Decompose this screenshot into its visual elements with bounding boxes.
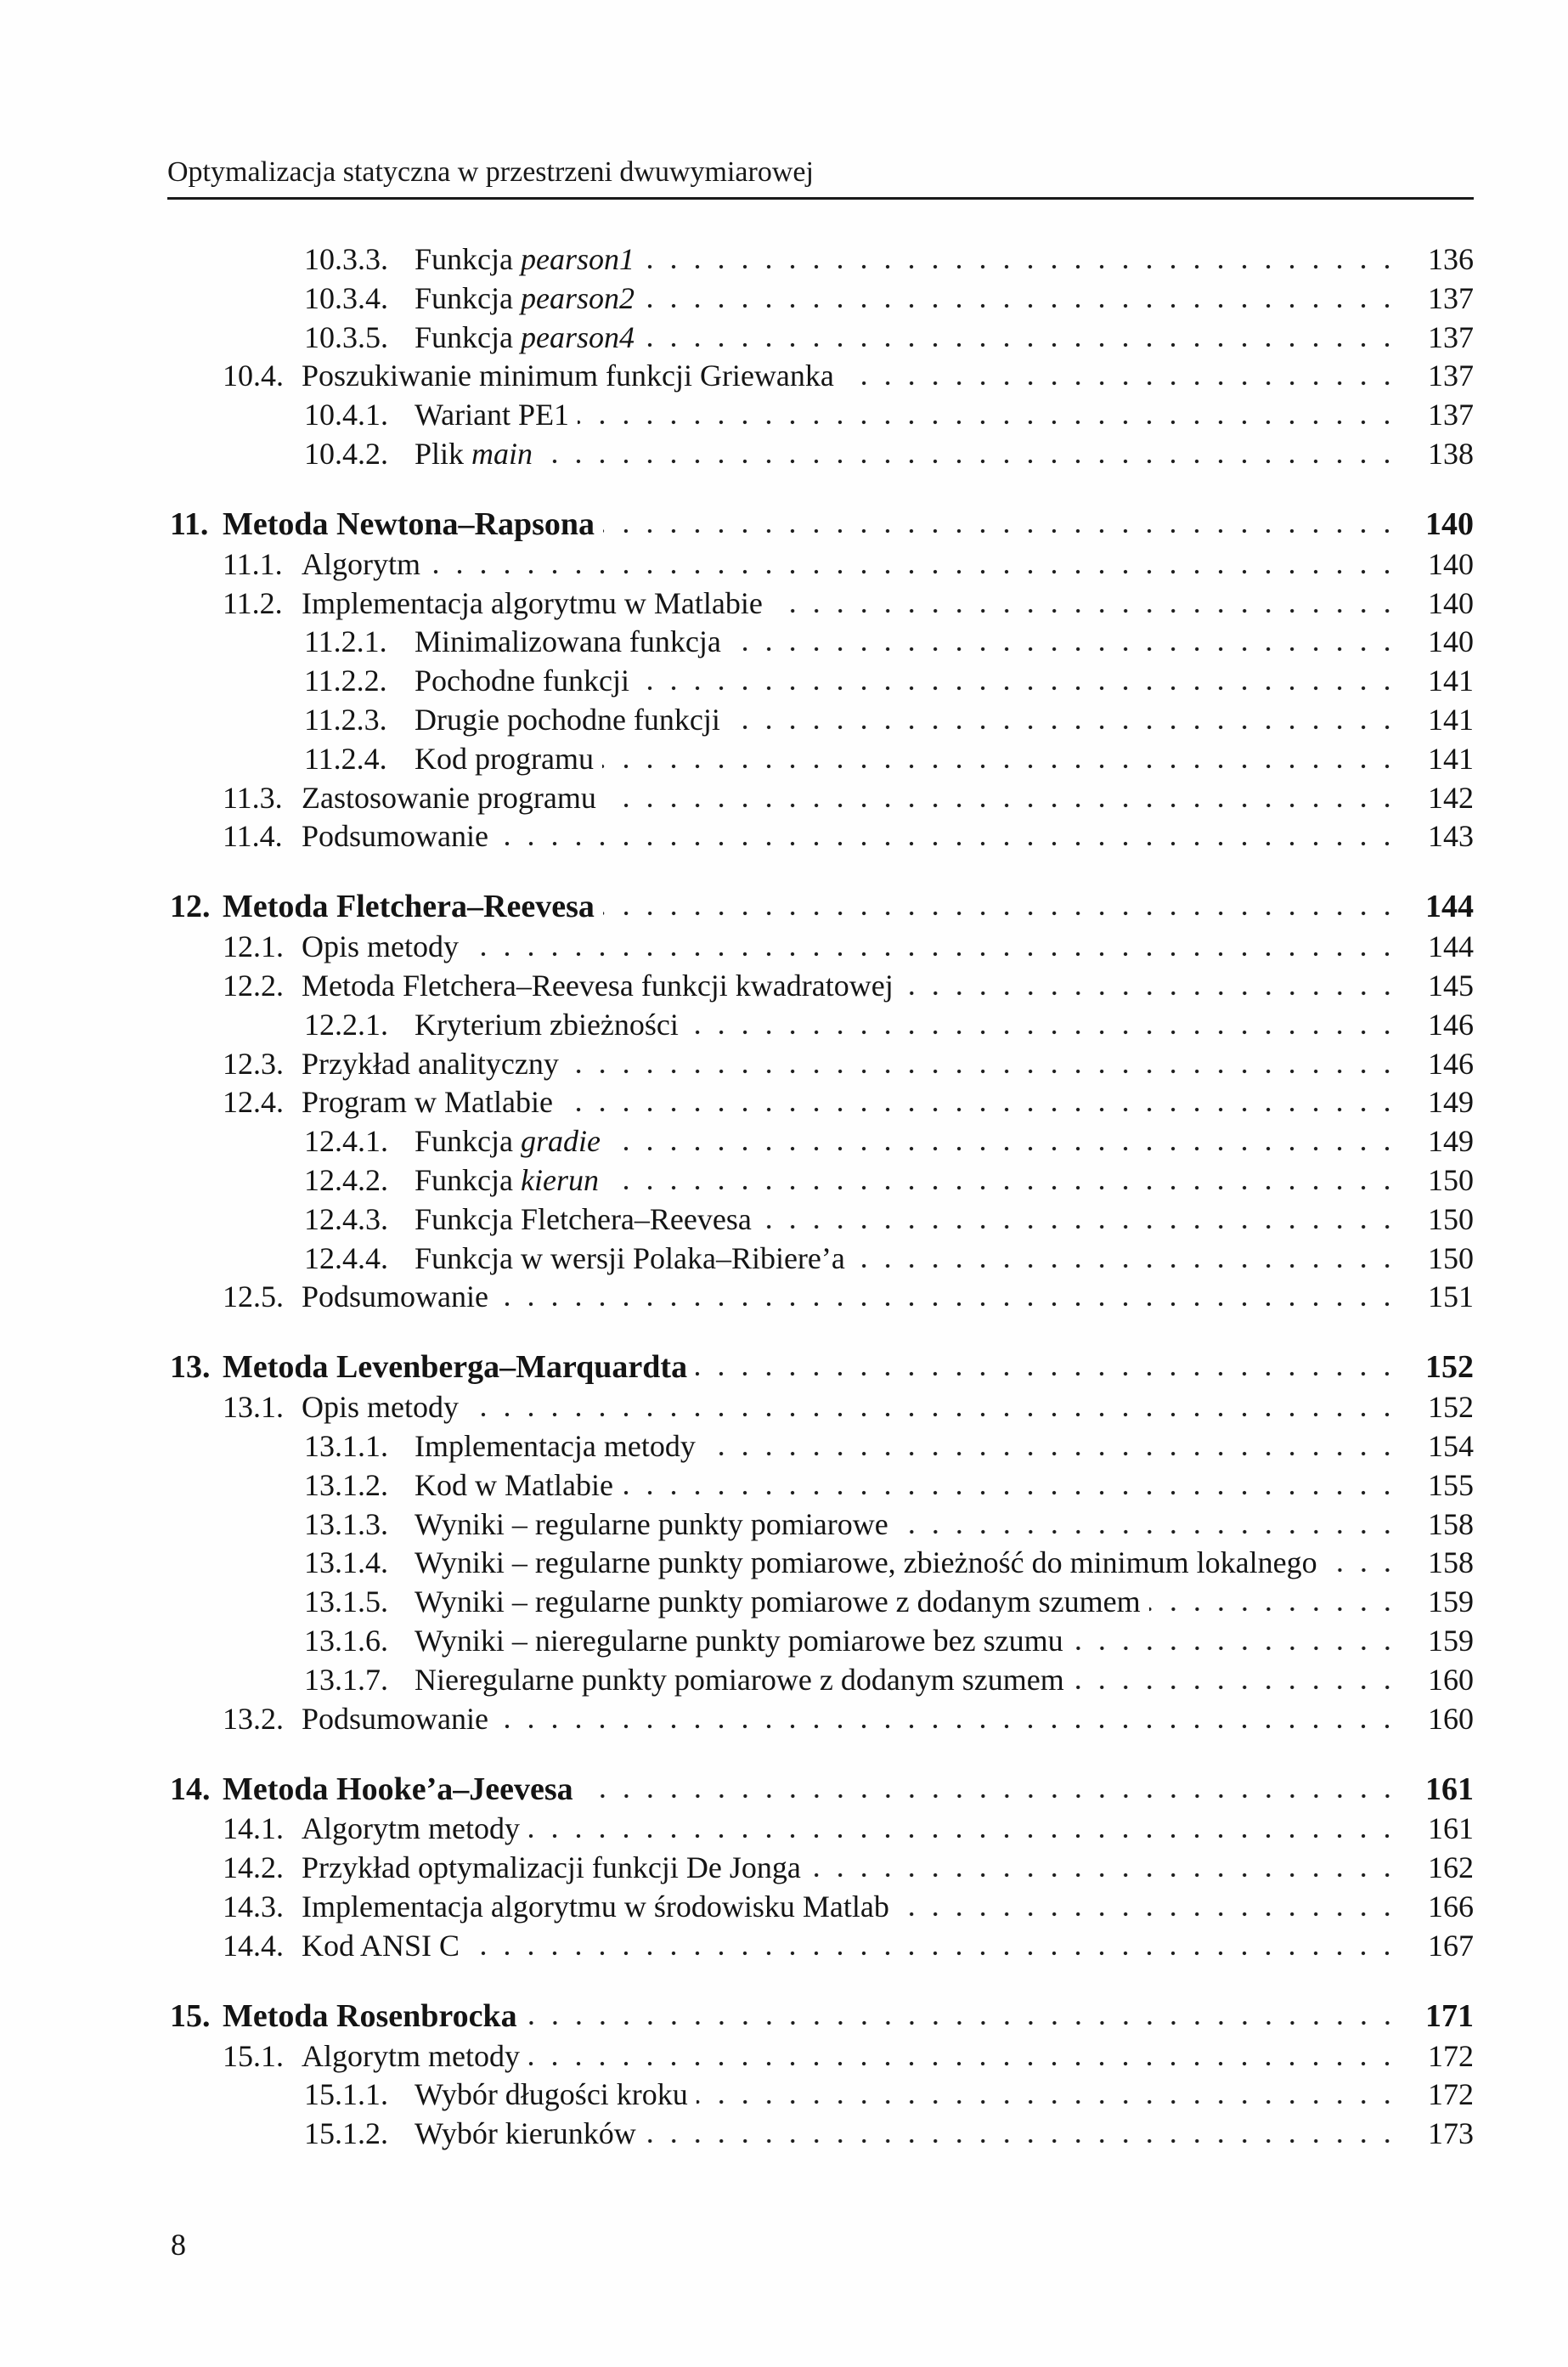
entry-page-number: 155: [1428, 1467, 1474, 1502]
entry-page-number: 149: [1428, 1085, 1474, 1120]
entry-title: [302, 585, 763, 621]
entry-number: 13.: [170, 1349, 211, 1386]
entry-title-text: Implementacja algorytmu w środowisku Matlab: [302, 1890, 889, 1924]
entry-title: [415, 1467, 613, 1503]
entry-title-text: Algorytm: [302, 546, 420, 581]
dot-leader: [603, 527, 1399, 535]
entry-number: 13.1.5.: [304, 1585, 388, 1619]
toc-entry: [304, 1240, 1474, 1278]
entry-title: [415, 241, 635, 277]
entry-number: 12.2.: [223, 969, 284, 1003]
entry-title-text: Implementacja metody: [415, 1429, 696, 1463]
entry-title-text: Metoda Rosenbrocka: [223, 1997, 517, 2034]
dot-leader: [467, 1410, 1399, 1419]
dot-leader: [607, 1184, 1399, 1192]
entry-title: [302, 1046, 559, 1082]
entry-number: 10.4.1.: [304, 398, 388, 432]
dot-leader: [582, 1792, 1399, 1800]
entry-number: 13.1.4.: [304, 1545, 388, 1580]
toc-entry: [304, 1545, 1474, 1582]
entry-title-italic: pearson2: [520, 280, 635, 315]
entry-page-number: 167: [1428, 1928, 1474, 1963]
entry-title: [415, 741, 594, 777]
entry-number: 11.2.4.: [304, 741, 387, 776]
entry-number: 13.1.3.: [304, 1506, 388, 1541]
entry-title: [415, 2116, 636, 2151]
dot-leader: [578, 418, 1399, 427]
toc-chapter-entry: [170, 1771, 1474, 1808]
entry-number: 11.3.: [223, 780, 283, 815]
toc-entry: [304, 1623, 1474, 1660]
toc-entry: [223, 1046, 1474, 1083]
entry-title: [302, 1084, 553, 1120]
toc-entry: [304, 2076, 1474, 2114]
entry-title-text: Wyniki – regularne punkty pomiarowe, zbieżność do minimum lokalnego: [415, 1545, 1317, 1580]
toc-entry: [304, 397, 1474, 434]
entry-title: [223, 1771, 573, 1808]
entry-title-text: Algorytm metody: [302, 1811, 520, 1846]
entry-page-number: 146: [1428, 1046, 1474, 1081]
entry-number: 12.4.: [223, 1085, 284, 1120]
entry-title: [302, 358, 834, 393]
dot-leader: [643, 302, 1399, 310]
entry-page-number: 158: [1428, 1506, 1474, 1541]
toc-chapter-entry: [170, 1997, 1474, 2035]
entry-title-text: Przykład analityczny: [302, 1046, 559, 1081]
entry-page-number: 151: [1428, 1280, 1474, 1314]
toc-entry: [304, 1467, 1474, 1505]
entry-page-number: 161: [1425, 1771, 1474, 1807]
dot-leader: [854, 1262, 1399, 1270]
entry-title-text: Zastosowanie programu: [302, 780, 596, 815]
entry-title: [415, 397, 569, 432]
toc-entry: [304, 1584, 1474, 1621]
toc-entry: [223, 1701, 1474, 1738]
entry-title-text: Opis metody: [302, 929, 459, 964]
dot-leader: [1149, 1605, 1399, 1613]
entry-page-number: 149: [1428, 1124, 1474, 1159]
entry-title: [415, 319, 635, 355]
dot-leader: [541, 457, 1399, 466]
toc-chapter-entry: [170, 1348, 1474, 1386]
entry-title: [415, 1506, 888, 1542]
entry-number: 11.2.2.: [304, 664, 387, 698]
dot-leader: [638, 684, 1399, 692]
entry-page-number: 166: [1428, 1890, 1474, 1924]
toc-entry: [304, 624, 1474, 661]
entry-number: 12.2.1.: [304, 1007, 388, 1042]
toc-entry: [223, 929, 1474, 966]
entry-number: 12.5.: [223, 1280, 284, 1314]
dot-leader: [567, 1067, 1399, 1076]
entry-title-text: Kryterium zbieżności: [415, 1007, 679, 1042]
entry-title-italic: main: [471, 437, 533, 471]
toc-entry: [304, 1506, 1474, 1544]
dot-leader: [897, 1528, 1399, 1536]
entry-title: [302, 968, 894, 1003]
entry-number: 13.1.7.: [304, 1662, 388, 1697]
entry-title-text: Funkcja: [415, 319, 521, 354]
entry-page-number: 137: [1428, 280, 1474, 315]
entry-title: [302, 1889, 889, 1924]
toc-entry: [223, 1811, 1474, 1848]
dot-leader: [467, 950, 1399, 958]
entry-title: [415, 1007, 679, 1042]
entry-number: 10.3.4.: [304, 280, 388, 315]
dot-leader: [497, 1722, 1399, 1731]
entry-title: [415, 1123, 601, 1159]
entry-title-text: Podsumowanie: [302, 1280, 488, 1314]
entry-title-text: Pochodne funkcji: [415, 664, 629, 698]
toc-entry: [304, 1162, 1474, 1200]
entry-page-number: 173: [1428, 2116, 1474, 2151]
entry-title-text: Metoda Hooke’a–Jeevesa: [223, 1771, 573, 1807]
dot-leader: [696, 1370, 1399, 1378]
entry-page-number: 140: [1425, 506, 1474, 542]
entry-title-text: Funkcja w wersji Polaka–Ribiere’a: [415, 1240, 845, 1275]
entry-number: 12.1.: [223, 929, 284, 964]
entry-title-text: Wybór długości kroku: [415, 2077, 688, 2112]
dot-leader: [526, 2019, 1399, 2027]
entry-page-number: 150: [1428, 1240, 1474, 1275]
entry-number: 14.4.: [223, 1928, 284, 1963]
entry-title-text: Funkcja Fletchera–Reevesa: [415, 1201, 752, 1236]
toc-entry: [223, 1850, 1474, 1887]
entry-title: [415, 1428, 696, 1464]
entry-number: 10.3.5.: [304, 319, 388, 354]
entry-title-text: Metoda Fletchera–Reevesa: [223, 889, 595, 925]
toc-entry: [304, 1123, 1474, 1161]
dot-leader: [730, 645, 1399, 653]
entry-page-number: 160: [1428, 1701, 1474, 1736]
toc-entry: [304, 663, 1474, 700]
entry-title-text: Wyniki – nieregularne punkty pomiarowe bez szumu: [415, 1624, 1063, 1658]
entry-page-number: 140: [1428, 624, 1474, 659]
entry-title-text: Wyniki – regularne punkty pomiarowe: [415, 1506, 888, 1541]
entry-title: [415, 1584, 1141, 1619]
entry-page-number: 138: [1428, 437, 1474, 471]
entry-number: 13.1.2.: [304, 1467, 388, 1502]
entry-title: [302, 1701, 488, 1737]
dot-leader: [603, 909, 1399, 918]
entry-number: 15.1.1.: [304, 2077, 388, 2112]
entry-title-text: Algorytm metody: [302, 2038, 520, 2073]
entry-title-text: Plik: [415, 437, 472, 471]
entry-page-number: 143: [1428, 819, 1474, 854]
entry-title-text: Funkcja: [415, 242, 521, 276]
entry-page-number: 137: [1428, 359, 1474, 393]
toc-entry: [223, 780, 1474, 817]
entry-number: 13.1.1.: [304, 1429, 388, 1463]
entry-page-number: 159: [1428, 1624, 1474, 1658]
toc-entry: [304, 741, 1474, 778]
entry-number: 10.4.2.: [304, 437, 388, 471]
toc-entry: [304, 1428, 1474, 1466]
entry-page-number: 140: [1428, 546, 1474, 581]
entry-number: 14.1.: [223, 1811, 284, 1846]
entry-title-text: Podsumowanie: [302, 819, 488, 854]
entry-page-number: 158: [1428, 1545, 1474, 1580]
entry-title: [415, 1545, 1317, 1580]
entry-page-number: 152: [1425, 1349, 1474, 1386]
toc-entry: [223, 1279, 1474, 1316]
entry-title: [415, 624, 721, 659]
entry-page-number: 144: [1428, 929, 1474, 964]
entry-page-number: 145: [1428, 969, 1474, 1003]
entry-title: [302, 2038, 520, 2074]
dot-leader: [1073, 1683, 1399, 1692]
entry-title: [302, 1928, 460, 1963]
entry-number: 12.4.1.: [304, 1124, 388, 1159]
entry-title-italic: pearson1: [520, 242, 635, 276]
toc-entry: [223, 585, 1474, 623]
dot-leader: [843, 379, 1399, 387]
entry-title-text: Metoda Levenberga–Marquardta: [223, 1349, 688, 1386]
entry-page-number: 150: [1428, 1201, 1474, 1236]
toc-entry: [304, 1662, 1474, 1699]
entry-title: [223, 506, 595, 543]
entry-title-text: Kod w Matlabie: [415, 1467, 613, 1502]
entry-title: [415, 1201, 752, 1237]
entry-number: 12.4.4.: [304, 1240, 388, 1275]
entry-title: [415, 663, 629, 698]
dot-leader: [602, 762, 1399, 771]
entry-title: [302, 1279, 488, 1314]
toc-entry: [223, 358, 1474, 395]
dot-leader: [645, 2137, 1399, 2145]
entry-number: 10.3.3.: [304, 242, 388, 276]
entry-page-number: 152: [1428, 1390, 1474, 1425]
entry-title-text: Wybór kierunków: [415, 2116, 636, 2151]
entry-title-text: Poszukiwanie minimum funkcji Griewanka: [302, 359, 834, 393]
entry-title-text: Przykład optymalizacji funkcji De Jonga: [302, 1850, 801, 1885]
entry-page-number: 137: [1428, 398, 1474, 432]
toc-chapter-entry: [170, 888, 1474, 925]
entry-title: [415, 702, 720, 737]
entry-title: [415, 1623, 1063, 1658]
toc-entry: [304, 702, 1474, 739]
dot-leader: [497, 1300, 1399, 1308]
entry-number: 13.1.6.: [304, 1624, 388, 1658]
running-head: Optymalizacja statyczna w przestrzeni dwuwymiarowej: [167, 156, 814, 188]
entry-title-italic: gradie: [520, 1124, 601, 1159]
dot-leader: [429, 568, 1399, 576]
dot-leader: [809, 1871, 1399, 1879]
dot-leader: [1072, 1644, 1399, 1652]
dot-leader: [528, 1832, 1399, 1840]
entry-title-text: Implementacja algorytmu w Matlabie: [302, 585, 763, 620]
entry-number: 11.2.3.: [304, 703, 387, 737]
entry-title-text: Funkcja: [415, 1124, 521, 1159]
entry-number: 14.2.: [223, 1850, 284, 1885]
entry-page-number: 159: [1428, 1585, 1474, 1619]
toc-entry: [304, 319, 1474, 357]
page-number: 8: [171, 2228, 186, 2262]
entry-page-number: 150: [1428, 1163, 1474, 1197]
toc-entry: [223, 1889, 1474, 1926]
dot-leader: [902, 989, 1399, 997]
entry-title-text: Funkcja: [415, 1163, 521, 1197]
entry-title: [223, 1997, 517, 2035]
entry-number: 12.: [170, 889, 211, 925]
entry-title-text: Podsumowanie: [302, 1701, 488, 1736]
dot-leader: [729, 723, 1399, 732]
entry-title-text: Minimalizowana funkcja: [415, 624, 721, 659]
entry-title-text: Program w Matlabie: [302, 1085, 553, 1120]
toc-entry: [223, 1084, 1474, 1121]
entry-page-number: 141: [1428, 703, 1474, 737]
entry-title-text: Funkcja: [415, 280, 521, 315]
entry-page-number: 146: [1428, 1007, 1474, 1042]
entry-title: [302, 1811, 520, 1846]
dot-leader: [760, 1223, 1399, 1231]
entry-title-italic: kierun: [520, 1163, 599, 1197]
entry-number: 12.3.: [223, 1046, 284, 1081]
entry-title: [223, 1348, 687, 1386]
dot-leader: [1326, 1566, 1399, 1574]
entry-title: [302, 546, 420, 582]
toc-entry: [223, 968, 1474, 1005]
toc-entry: [304, 436, 1474, 473]
dot-leader: [468, 1949, 1399, 1957]
entry-number: 12.4.2.: [304, 1163, 388, 1197]
entry-number: 11.1.: [223, 546, 283, 581]
toc-entry: [223, 546, 1474, 584]
toc-entry: [223, 1389, 1474, 1426]
dot-leader: [528, 2059, 1399, 2068]
entry-title: [302, 1389, 459, 1425]
entry-title-text: Wariant PE1: [415, 398, 570, 432]
entry-page-number: 136: [1428, 242, 1474, 276]
entry-title-text: Kod ANSI C: [302, 1928, 460, 1963]
dot-leader: [643, 263, 1399, 271]
toc-entry: [304, 280, 1474, 318]
entry-number: 12.4.3.: [304, 1201, 388, 1236]
entry-title: [415, 436, 533, 472]
dot-leader: [643, 341, 1399, 349]
dot-leader: [561, 1105, 1399, 1114]
entry-title-text: Opis metody: [302, 1390, 459, 1425]
entry-number: 11.: [170, 506, 209, 542]
dot-leader: [687, 1028, 1399, 1037]
entry-page-number: 142: [1428, 780, 1474, 815]
entry-page-number: 171: [1425, 1997, 1474, 2034]
entry-title: [415, 1162, 599, 1198]
entry-page-number: 137: [1428, 319, 1474, 354]
entry-title-text: Metoda Fletchera–Reevesa funkcji kwadratowej: [302, 969, 894, 1003]
entry-number: 11.2.: [223, 585, 283, 620]
entry-number: 14.3.: [223, 1890, 284, 1924]
entry-title: [302, 1850, 801, 1885]
dot-leader: [605, 801, 1399, 810]
entry-number: 13.1.: [223, 1390, 284, 1425]
dot-leader: [609, 1144, 1399, 1153]
entry-title: [415, 280, 635, 316]
entry-title: [223, 888, 595, 925]
entry-page-number: 160: [1428, 1662, 1474, 1697]
entry-title: [415, 2076, 688, 2112]
dot-leader: [898, 1910, 1399, 1918]
entry-page-number: 172: [1428, 2077, 1474, 2112]
entry-page-number: 144: [1425, 889, 1474, 925]
toc-entry: [223, 2038, 1474, 2076]
entry-number: 11.2.1.: [304, 624, 387, 659]
entry-number: 14.: [170, 1771, 211, 1807]
dot-leader: [622, 1489, 1399, 1497]
toc-entry: [304, 1201, 1474, 1239]
toc-entry: [304, 1007, 1474, 1044]
entry-number: 15.1.: [223, 2038, 284, 2073]
toc-entry: [223, 1928, 1474, 1965]
entry-number: 10.4.: [223, 359, 284, 393]
toc-entry: [304, 2116, 1474, 2153]
entry-page-number: 162: [1428, 1850, 1474, 1885]
entry-title: [302, 780, 596, 816]
entry-title-text: Kod programu: [415, 741, 594, 776]
entry-page-number: 172: [1428, 2038, 1474, 2073]
entry-number: 15.1.2.: [304, 2116, 388, 2151]
dot-leader: [771, 607, 1399, 615]
entry-title-italic: pearson4: [520, 319, 635, 354]
entry-page-number: 141: [1428, 664, 1474, 698]
dot-leader: [697, 2098, 1399, 2106]
toc-chapter-entry: [170, 506, 1474, 543]
entry-title: [302, 818, 488, 854]
entry-title-text: Wyniki – regularne punkty pomiarowe z dodanym szumem: [415, 1585, 1141, 1619]
entry-page-number: 161: [1428, 1811, 1474, 1846]
entry-number: 15.: [170, 1997, 211, 2034]
entry-page-number: 154: [1428, 1429, 1474, 1463]
entry-title: [415, 1662, 1064, 1698]
entry-title: [415, 1240, 845, 1276]
entry-number: 11.4.: [223, 819, 283, 854]
entry-page-number: 140: [1428, 585, 1474, 620]
entry-number: 13.2.: [223, 1701, 284, 1736]
dot-leader: [497, 839, 1399, 848]
entry-title-text: Nieregularne punkty pomiarowe z dodanym szumem: [415, 1662, 1064, 1697]
entry-page-number: 141: [1428, 741, 1474, 776]
entry-title-text: Drugie pochodne funkcji: [415, 703, 720, 737]
dot-leader: [704, 1449, 1399, 1458]
entry-title-text: Metoda Newtona–Rapsona: [223, 506, 595, 542]
entry-title: [302, 929, 459, 964]
toc-entry: [223, 818, 1474, 856]
toc-entry: [304, 241, 1474, 279]
